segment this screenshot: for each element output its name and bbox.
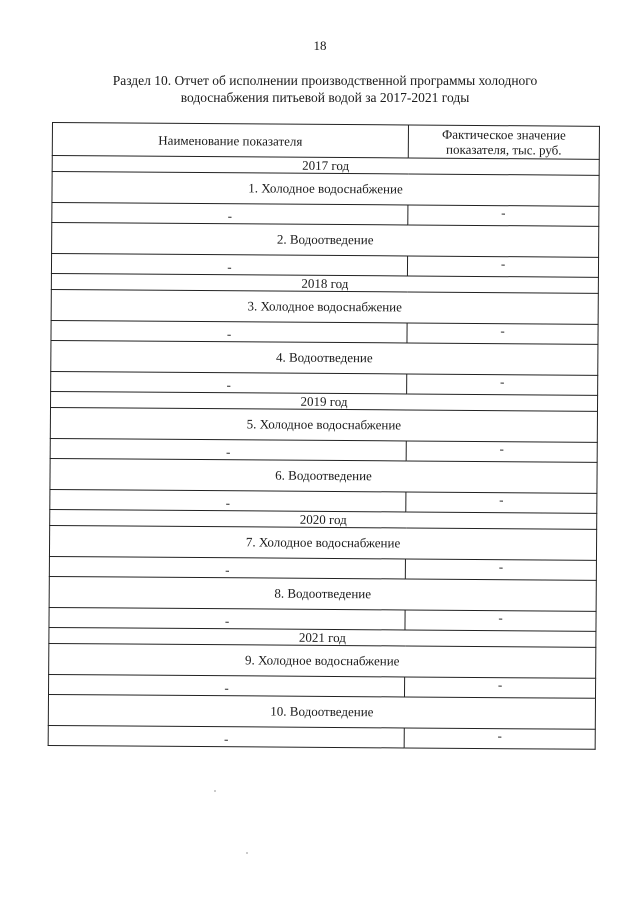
year-cell: 2020 год (50, 509, 597, 529)
actual-value-cell: - (408, 205, 599, 226)
year-cell: 2021 год (49, 627, 596, 647)
section-name-cell: 9. Холодное водоснабжение (49, 643, 596, 678)
section-row (48, 694, 595, 729)
actual-value-cell: - (406, 492, 597, 513)
indicator-value-cell: - (49, 674, 405, 696)
indicator-value-cell: - (52, 203, 408, 225)
report-table (48, 122, 600, 750)
section-name-cell: 6. Водоотведение (50, 458, 597, 493)
scan-speck (214, 790, 216, 792)
indicator-value-cell: - (49, 607, 405, 629)
section-row (51, 340, 598, 375)
section-name-cell: 8. Водоотведение (49, 576, 596, 611)
section-row (49, 525, 596, 560)
header-indicator-name: Наименование показателя (52, 123, 408, 158)
actual-value-cell: - (407, 256, 598, 277)
section-row (49, 576, 596, 611)
section-name-cell: 3. Холодное водоснабжение (51, 289, 598, 324)
actual-value-cell: - (404, 728, 595, 749)
title-line-1: Раздел 10. Отчет об исполнении производственной программы холодного (112, 73, 538, 88)
title-line-2: водоснабжения питьевой водой за 2017-2021 годы (180, 90, 470, 105)
header-actual-value: Фактическое значение показателя, тыс. руб. (408, 125, 599, 159)
section-row (52, 223, 599, 258)
indicator-value-cell: - (51, 371, 407, 393)
section-row (50, 407, 597, 442)
page-number: 18 (313, 38, 327, 53)
year-cell: 2017 год (52, 156, 599, 176)
actual-value-cell: - (407, 374, 598, 395)
value-row (48, 725, 595, 749)
indicator-value-cell: - (51, 254, 407, 276)
actual-value-cell: - (405, 610, 596, 631)
actual-value-cell: - (404, 677, 595, 698)
actual-value-cell: - (407, 323, 598, 344)
section-row (50, 458, 597, 493)
indicator-value-cell: - (50, 438, 406, 460)
indicator-value-cell: - (49, 556, 405, 578)
actual-value-cell: - (406, 441, 597, 462)
indicator-value-cell: - (51, 320, 407, 342)
section-row (51, 289, 598, 324)
section-name-cell: 10. Водоотведение (48, 694, 595, 729)
section-row (52, 172, 599, 207)
section-name-cell: 1. Холодное водоснабжение (52, 172, 599, 207)
section-name-cell: 4. Водоотведение (51, 340, 598, 375)
table-header-row (52, 123, 599, 160)
actual-value-cell: - (405, 559, 596, 580)
section-name-cell: 5. Холодное водоснабжение (50, 407, 597, 442)
indicator-value-cell: - (50, 489, 406, 511)
section-row (49, 643, 596, 678)
year-cell: 2018 год (51, 273, 598, 293)
section-name-cell: 7. Холодное водоснабжение (49, 525, 596, 560)
scan-speck (246, 852, 248, 854)
indicator-value-cell: - (48, 725, 404, 747)
year-cell: 2019 год (51, 391, 598, 411)
section-name-cell: 2. Водоотведение (52, 223, 599, 258)
page-title (70, 72, 580, 106)
